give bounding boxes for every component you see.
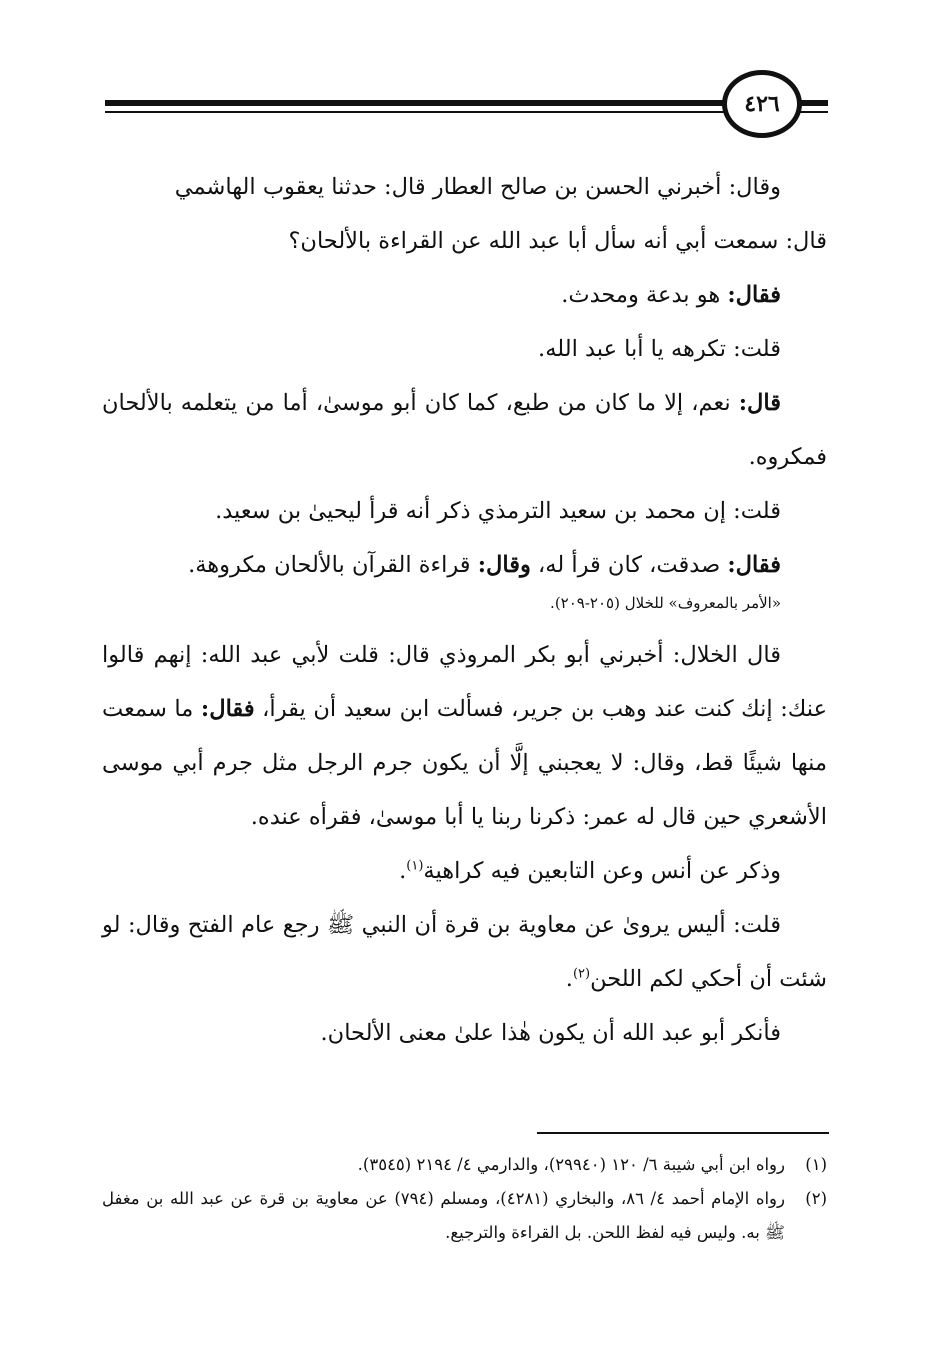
footnote-item — [102, 1148, 827, 1182]
paragraph-1-line-2: قال: سمعت أبي أنه سأل أبا عبد الله عن القراءة بالألحان؟ — [288, 228, 827, 254]
source-citation: «الأمر بالمعروف» للخلال (٢٠٥-٢٠٩). — [550, 594, 781, 612]
paragraph-1 — [102, 160, 827, 268]
main-text — [102, 160, 827, 1060]
header-rule-thick — [105, 100, 725, 106]
paragraph-4 — [102, 376, 827, 484]
page-number: ٤٢٦ — [722, 70, 802, 138]
paragraph-3: قلت: تكرهه يا أبا عبد الله. — [538, 336, 781, 362]
speaker-label: فقال: — [200, 696, 255, 722]
paragraph-9 — [102, 898, 827, 1006]
paragraph-7-text-2: ما سمعت منها شيئًا قط، وقال: لا يعجبني إلَّا أن يكون جرم الرجل مثل جرم أبي موسى الأشعري حين قال له عمر: ذكرنا ربنا يا أبا موسىٰ، فقرأه عنده. — [102, 696, 827, 830]
speaker-label: قال: — [738, 390, 781, 416]
footnotes — [102, 1148, 827, 1250]
paragraph-1-line-1: وقال: أخبرني الحسن بن صالح العطار قال: حدثنا يعقوب الهاشمي — [174, 174, 781, 200]
paragraph-8-text: وذكر عن أنس وعن التابعين فيه كراهية — [423, 858, 781, 884]
speaker-label: وقال: — [477, 552, 531, 578]
footnote-item — [102, 1182, 827, 1250]
paragraph-8-end: . — [399, 858, 407, 884]
page-header — [0, 60, 930, 160]
header-rule-thick-right — [800, 100, 828, 106]
speaker-label: فقال: — [727, 552, 781, 578]
paragraph-7-text-1: قال الخلال: أخبرني أبو بكر المروذي قال: قلت لأبي عبد الله: إنهم قالوا عنك: إنك كنت عند وهب بن جرير، فسألت ابن سعيد أن يقرأ، — [102, 642, 827, 722]
header-rule-thin — [105, 111, 725, 113]
paragraph-6 — [102, 538, 827, 592]
paragraph-9-end: . — [565, 966, 573, 992]
footnote-text: رواه الإمام أحمد ٤/ ٨٦، والبخاري (٤٢٨١)، ومسلم (٧٩٤) عن معاوية بن قرة عن عبد الله بن مغفل ﷺ به. وليس فيه لفظ اللحن. بل القراءة والترجيع. — [102, 1189, 785, 1242]
paragraph-4-text: نعم، إلا ما كان من طبع، كما كان أبو موسىٰ، أما من يتعلمه بالألحان فمكروه. — [102, 390, 827, 470]
footnote-ref: (٢) — [572, 966, 591, 982]
paragraph-2-text: هو بدعة ومحدث. — [561, 282, 728, 308]
paragraph-8 — [102, 844, 827, 898]
paragraph-10: فأنكر أبو عبد الله أن يكون هٰذا علىٰ معنى الألحان. — [320, 1020, 781, 1046]
speaker-label: فقال: — [727, 282, 781, 308]
paragraph-6-text-2: قراءة القرآن بالألحان مكروهة. — [188, 552, 478, 578]
header-rule-thin-right — [800, 111, 828, 113]
footnote-number: (١) — [805, 1155, 827, 1174]
paragraph-2 — [102, 268, 827, 322]
footnote-separator — [537, 1132, 829, 1134]
footnote-text: رواه ابن أبي شيبة ٦/ ١٢٠ (٢٩٩٤٠)، والدارمي ٤/ ٢١٩٤ (٣٥٤٥). — [357, 1155, 785, 1174]
footnote-number: (٢) — [805, 1189, 827, 1208]
footnote-ref: (١) — [406, 858, 424, 874]
paragraph-6-text-1: صدقت، كان قرأ له، — [530, 552, 728, 578]
paragraph-7 — [102, 628, 827, 844]
paragraph-5: قلت: إن محمد بن سعيد الترمذي ذكر أنه قرأ ليحيىٰ بن سعيد. — [215, 498, 781, 524]
paragraph-9-text: قلت: أليس يروىٰ عن معاوية بن قرة أن النبي ﷺ رجع عام الفتح وقال: لو شئت أن أحكي لكم اللحن — [102, 912, 827, 992]
